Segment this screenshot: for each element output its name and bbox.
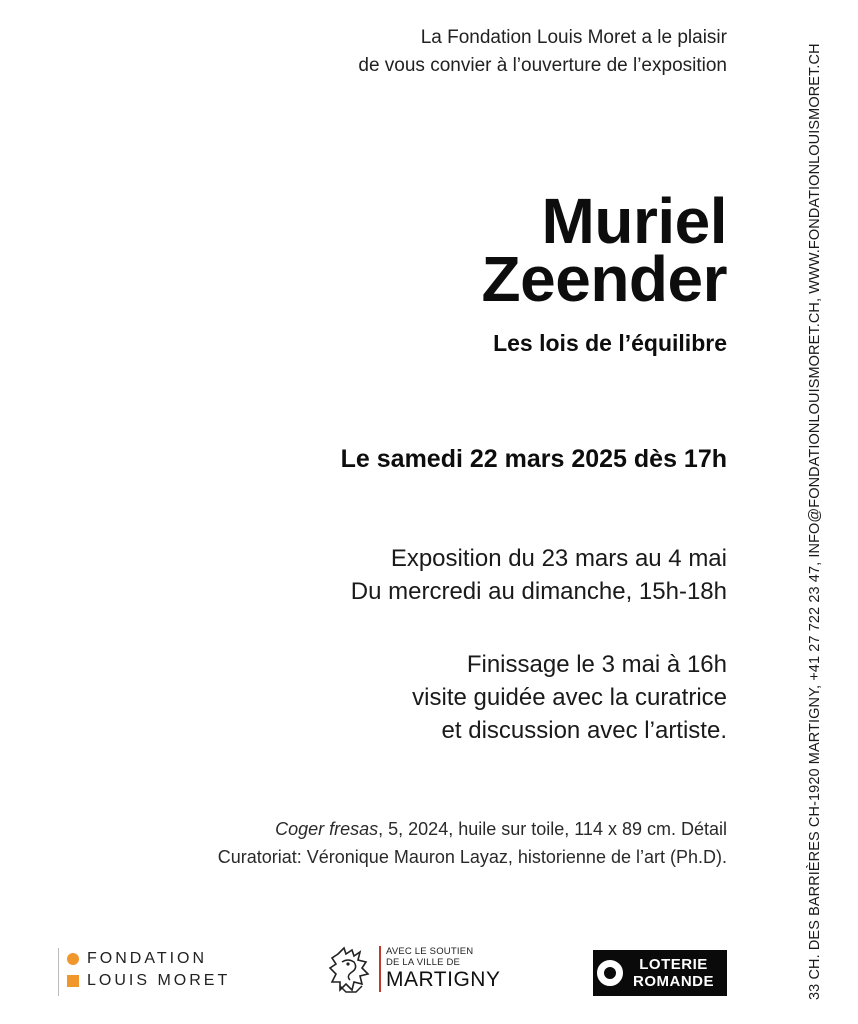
intro-line-1: La Fondation Louis Moret a le plaisir bbox=[420, 27, 727, 48]
artwork-caption bbox=[218, 815, 727, 843]
loterie-line-1: LOTERIE bbox=[639, 956, 708, 973]
curator-line: Curatoriat: Véronique Mauron Layaz, historienne de l’art (Ph.D). bbox=[217, 847, 727, 867]
loterie-line-2: ROMANDE bbox=[633, 973, 714, 990]
loterie-romande-logo bbox=[593, 950, 727, 996]
artwork-credit bbox=[218, 815, 727, 871]
fondation-logo-line-1: FONDATION bbox=[87, 950, 208, 967]
finissage-line-2: et discussion avec l’artiste. bbox=[441, 717, 727, 744]
martigny-crest-icon bbox=[328, 946, 374, 996]
martigny-name: MARTIGNY bbox=[386, 968, 501, 991]
opening-date: Le samedi 22 mars 2025 dès 17h bbox=[340, 445, 727, 473]
martigny-logo-text bbox=[379, 946, 500, 992]
martigny-support-line-2: DE LA VILLE DE bbox=[386, 957, 461, 968]
ville-de-martigny-logo bbox=[328, 946, 500, 996]
orange-dot-icon bbox=[67, 953, 79, 965]
orange-square-icon bbox=[67, 975, 79, 987]
artist-name bbox=[481, 185, 727, 315]
fondation-louis-moret-logo bbox=[58, 948, 230, 996]
intro-text bbox=[358, 24, 727, 80]
artwork-title: Coger fresas bbox=[275, 819, 379, 839]
martigny-support-line-1: AVEC LE SOUTIEN bbox=[386, 946, 474, 957]
contact-vertical-text: 33 CH. DES BARRIÈRES CH-1920 MARTIGNY, +41 27 722 23 47, INFO@FONDATIONLOUISMORET.CH, WWW.FONDATIONLOUISMORET.CH bbox=[807, 43, 823, 1000]
fondation-logo-line-2: LOUIS MORET bbox=[87, 972, 231, 989]
exhibition-dates bbox=[351, 542, 727, 608]
loterie-logo-text bbox=[633, 956, 714, 990]
opening-hours: Du mercredi au dimanche, 15h-18h bbox=[350, 578, 727, 605]
exhibition-title: Les lois de l’équilibre bbox=[493, 330, 727, 356]
artist-first-name: Muriel bbox=[541, 185, 727, 257]
loterie-ring-icon bbox=[597, 960, 623, 986]
exhibition-period: Exposition du 23 mars au 4 mai bbox=[390, 545, 727, 572]
intro-line-2: de vous convier à l’ouverture de l’exposition bbox=[358, 55, 727, 76]
artwork-details: , 5, 2024, huile sur toile, 114 x 89 cm. Détail bbox=[378, 819, 727, 839]
finissage-line-1: visite guidée avec la curatrice bbox=[412, 684, 727, 711]
artist-last-name: Zeender bbox=[481, 243, 727, 315]
finissage-info bbox=[412, 648, 727, 747]
finissage-date: Finissage le 3 mai à 16h bbox=[466, 651, 727, 678]
